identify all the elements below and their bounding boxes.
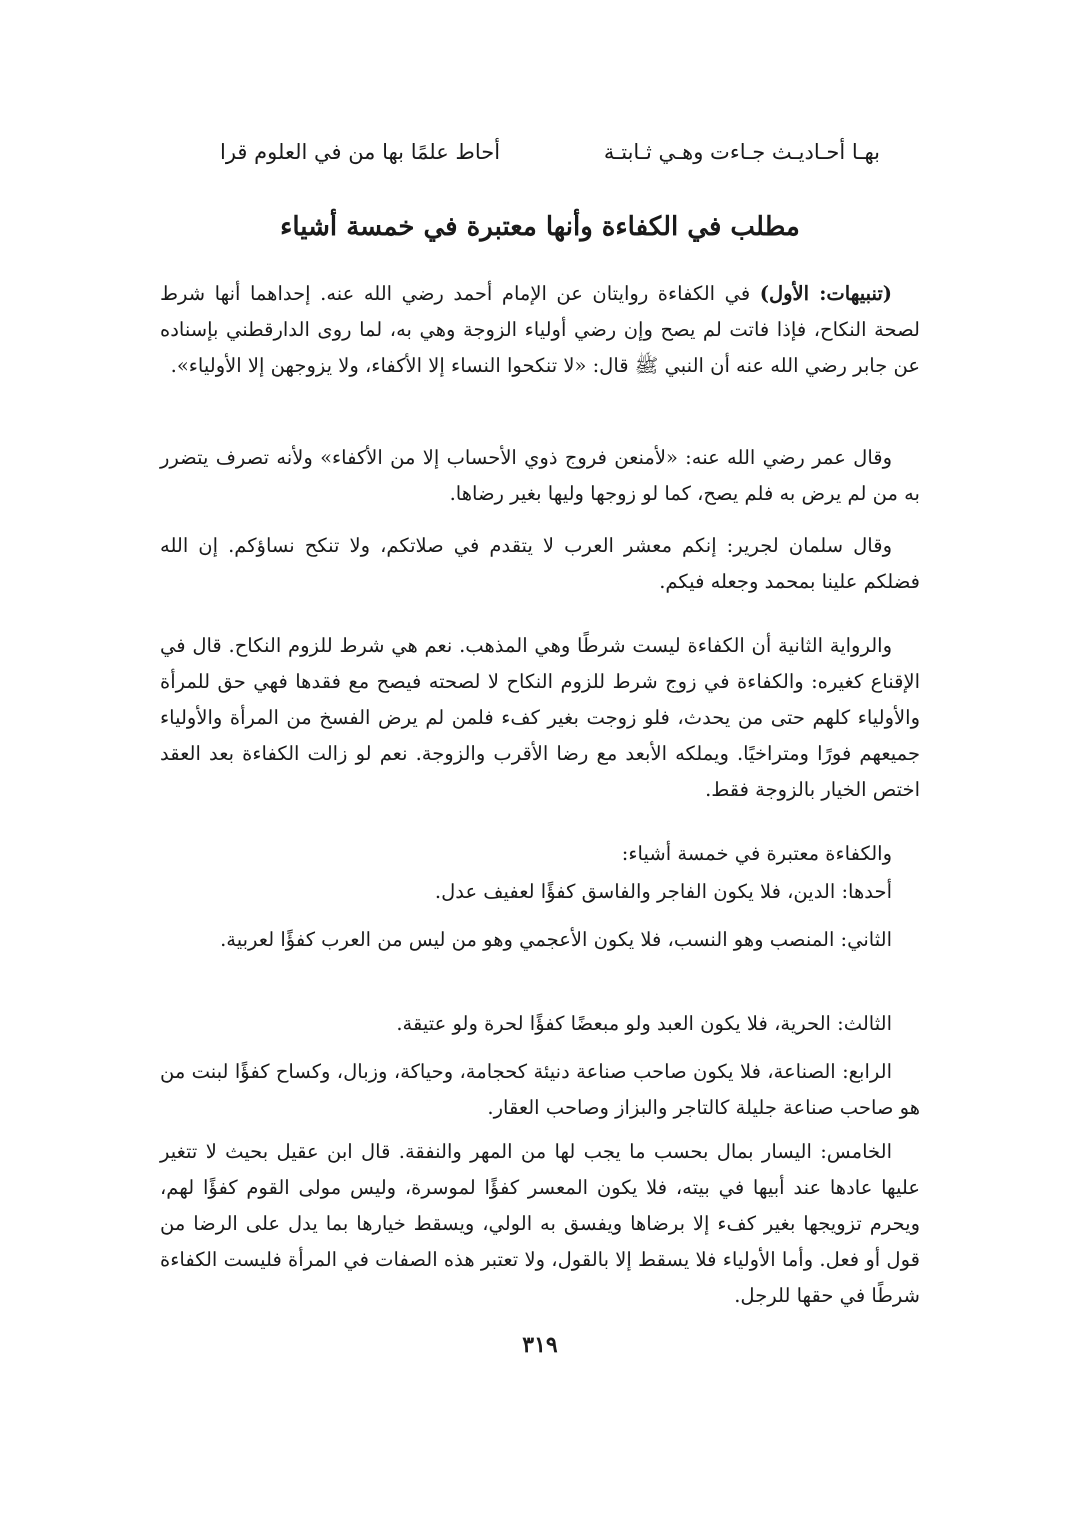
page-number: ٣١٩ [522, 1332, 558, 1358]
paragraph-fifth-wealth: الخامس: اليسار بمال بحسب ما يجب لها من المهر والنفقة. قال ابن عقيل بحيث لا تتغير عليها عادها عند أبيها في بيته، فلا يكون المعسر كفؤًا لموسرة، وليس مولى القوم كفؤًا لهم، ويحرم تزويجها بغير كفء إلا برضاها ويفسق به الولي، ويسقط خيارها بما يدل على الرضا من قول أو فعل. وأما الأولياء فلا يسقط إلا بالقول، ولا تعتبر هذه الصفات في المرأة فليست الكفاءة شرطًا في حقها للرجل. [160, 1140, 920, 1307]
paragraph-five-things: والكفاءة معتبرة في خمسة أشياء: [621, 842, 892, 865]
paragraph-first-remark [160, 276, 920, 384]
paragraph-second-narration: والرواية الثانية أن الكفاءة ليست شرطًا وهي المذهب. نعم هي شرط للزوم النكاح. قال في الإقناع كغيره: والكفاءة في زوج شرط للزوم النكاح لا لصحته فيصح مع فقدها فهي حق للمرأة والأولياء كلهم حتى من يحدث، فلو زوجت بغير كفء فلمن لم يرض الفسخ من المرأة والأولياء جميعهم فورًا ومتراخيًا. ويملكه الأبعد مع رضا الأقرب والزوجة. نعم لو زالت الكفاءة بعد العقد اختص الخيار بالزوجة فقط. [160, 634, 920, 801]
paragraph-fourth-craft: الرابع: الصناعة، فلا يكون صاحب صناعة دنيئة كحجامة، وحياكة، وزبال، وكساح كفؤًا لبنت من هو صاحب صناعة جليلة كالتاجر والبزاز وصاحب العقار. [160, 1060, 920, 1119]
verse-first-hemistich: بهـا أحـاديـث جـاءت وهـي ثـابتـة [603, 140, 880, 164]
poem-verse [220, 132, 880, 172]
paragraph-second-lineage: الثاني: المنصب وهو النسب، فلا يكون الأعجمي وهو من ليس من العرب كفؤًا لعربية. [220, 928, 892, 951]
paragraph-first-religion: أحدها: الدين، فلا يكون الفاجر والفاسق كفؤًا لعفيف عدل. [434, 880, 892, 903]
paragraph-lead: (تنبيهات: الأول) [759, 282, 892, 305]
paragraph-salman: وقال سلمان لجرير: إنكم معشر العرب لا يتقدم في صلاتكم، ولا تنكح نساؤكم. إن الله فضلكم علينا بمحمد وجعله فيكم. [160, 534, 920, 593]
section-heading: مطلب في الكفاءة وأنها معتبرة في خمسة أشياء [280, 212, 800, 242]
paragraph-third-freedom: الثالث: الحرية، فلا يكون العبد ولو مبعضًا كفؤًا لحرة ولو عتيقة. [396, 1012, 892, 1035]
verse-second-hemistich: أحاط علمًا بها من في العلوم قرا [220, 140, 501, 164]
paragraph-text: في الكفاءة روايتان عن الإمام أحمد رضي الله عنه. إحداهما أنها شرط لصحة النكاح، فإذا فاتت لم يصح وإن رضي أولياء الزوجة وهي به، لما روى الدارقطني بإسناده عن جابر رضي الله عنه أن النبي ﷺ قال: «لا تنكحوا النساء إلا الأكفاء، ولا يزوجهن إلا الأولياء». [160, 282, 920, 377]
paragraph-umar: وقال عمر رضي الله عنه: «لأمنعن فروج ذوي الأحساب إلا من الأكفاء» ولأنه تصرف يتضرر به من لم يرض به فلم يصح، كما لو زوجها وليها بغير رضاها. [160, 446, 920, 505]
